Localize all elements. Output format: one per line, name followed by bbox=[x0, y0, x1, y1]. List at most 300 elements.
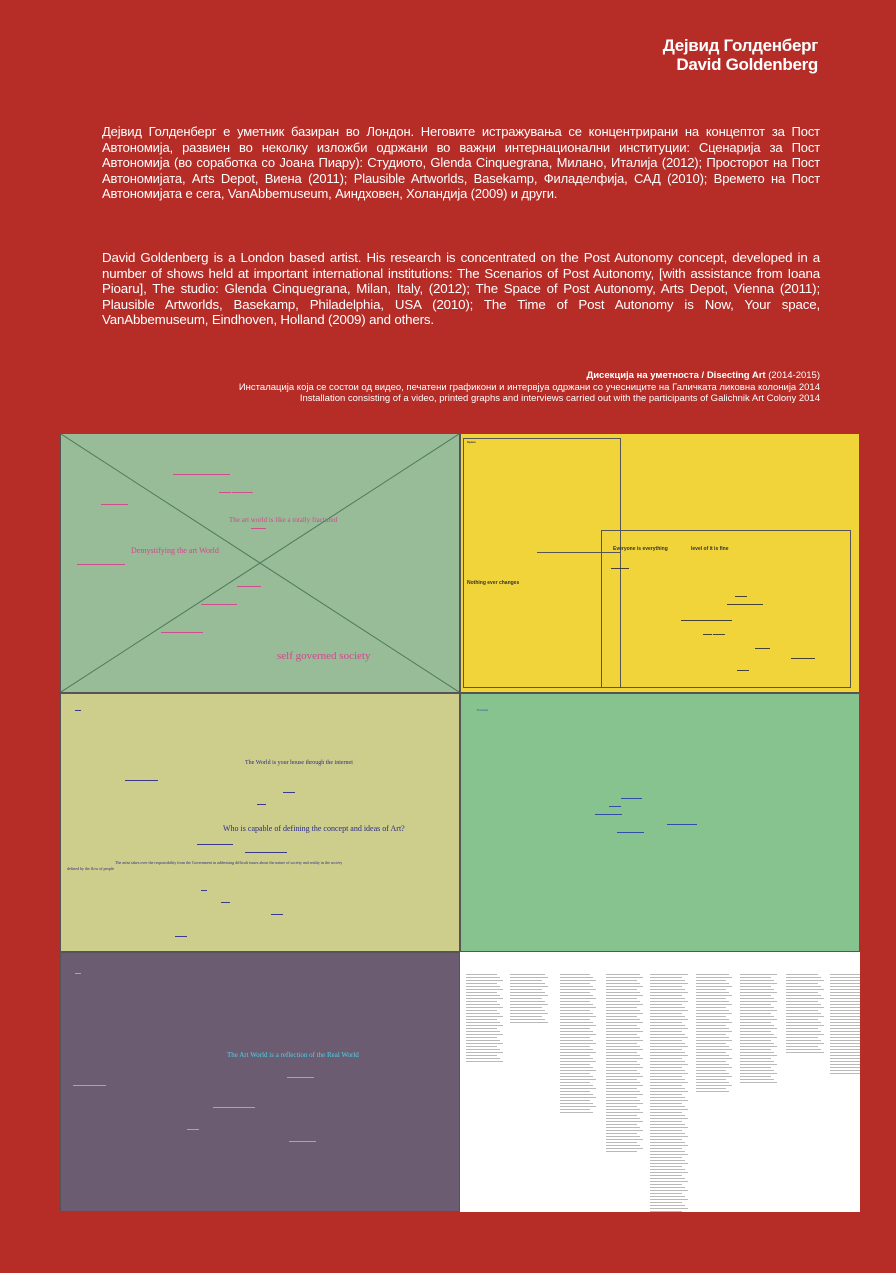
text-line bbox=[606, 1028, 640, 1029]
text-line bbox=[650, 1118, 688, 1119]
text-line bbox=[696, 980, 726, 981]
text-line bbox=[830, 1061, 860, 1062]
text-line bbox=[696, 986, 732, 987]
text-line bbox=[606, 1142, 637, 1143]
text-line bbox=[740, 986, 771, 987]
text-line bbox=[650, 1067, 682, 1068]
text-line bbox=[696, 1025, 726, 1026]
text-line bbox=[786, 1040, 821, 1041]
text-line bbox=[560, 1043, 596, 1044]
text-line bbox=[560, 980, 596, 981]
text-line bbox=[740, 1031, 771, 1032]
text-line bbox=[830, 1052, 860, 1053]
text-line bbox=[466, 1046, 497, 1047]
text-line bbox=[650, 1010, 688, 1011]
text-line bbox=[560, 1103, 593, 1104]
note: ▬▬▬▬ bbox=[283, 790, 295, 794]
text-line bbox=[830, 1037, 860, 1038]
text-line bbox=[560, 1016, 596, 1017]
text-line bbox=[606, 1073, 640, 1074]
artist-name-en: David Goldenberg bbox=[676, 55, 818, 74]
text-line bbox=[466, 998, 503, 999]
text-line bbox=[510, 974, 545, 975]
text-line bbox=[560, 1097, 596, 1098]
text-line bbox=[650, 1028, 688, 1029]
text-line bbox=[740, 1001, 777, 1002]
text-line bbox=[510, 1016, 542, 1017]
text-line bbox=[696, 1052, 726, 1053]
text-line bbox=[740, 1058, 771, 1059]
text-line bbox=[786, 995, 821, 996]
text-line bbox=[696, 1091, 729, 1092]
text-line bbox=[466, 1028, 497, 1029]
text-line bbox=[560, 1025, 596, 1026]
text-line bbox=[650, 1148, 682, 1149]
text-line bbox=[786, 1013, 821, 1014]
text-line bbox=[740, 1064, 777, 1065]
yellow-label: Space bbox=[467, 440, 476, 444]
text-line bbox=[560, 1034, 596, 1035]
note: ▬▬▬▬▬▬▬▬▬ bbox=[287, 1075, 314, 1079]
text-line bbox=[650, 1013, 682, 1014]
text-line bbox=[606, 1091, 640, 1092]
note: ▬▬▬▬ bbox=[187, 1127, 199, 1131]
text-line bbox=[650, 1088, 685, 1089]
text-line bbox=[606, 1133, 637, 1134]
panel-purple-chart bbox=[60, 952, 460, 1212]
panel-olive-chart bbox=[60, 693, 460, 952]
note: ▬▬ bbox=[75, 708, 81, 712]
text-line bbox=[606, 974, 640, 975]
text-line bbox=[830, 1067, 860, 1068]
text-line bbox=[650, 1211, 682, 1212]
note: ▬▬▬▬ bbox=[737, 668, 749, 672]
artist-name-mk: Дејвид Голденберг bbox=[662, 36, 818, 55]
work-years: (2014-2015) bbox=[765, 370, 820, 381]
note: ▬▬▬▬▬▬ bbox=[611, 566, 629, 570]
text-line bbox=[786, 983, 818, 984]
text-line bbox=[510, 989, 542, 990]
text-line bbox=[606, 1097, 637, 1098]
note: ▬▬▬▬▬▬▬▬▬ bbox=[617, 830, 644, 834]
text-line bbox=[696, 992, 729, 993]
text-line bbox=[830, 1040, 860, 1041]
text-line bbox=[830, 1049, 860, 1050]
text-line bbox=[786, 986, 821, 987]
note: ▬▬▬▬▬▬▬▬▬▬▬▬ bbox=[727, 602, 763, 606]
text-line bbox=[740, 983, 777, 984]
text-line bbox=[696, 983, 729, 984]
text-line bbox=[696, 995, 732, 996]
text-line bbox=[786, 1007, 824, 1008]
text-line bbox=[696, 1019, 729, 1020]
note: ▬▬▬▬▬▬▬▬ bbox=[791, 656, 815, 660]
text-line bbox=[740, 1022, 771, 1023]
text-line bbox=[740, 1079, 774, 1080]
text-line bbox=[830, 1013, 860, 1014]
text-line bbox=[560, 1070, 596, 1071]
mint-label: Fractions bbox=[477, 708, 489, 712]
text-line bbox=[560, 974, 590, 975]
note: ▬▬▬▬ bbox=[609, 804, 621, 808]
text-line bbox=[606, 1088, 637, 1089]
text-line bbox=[606, 1085, 643, 1086]
text-line bbox=[696, 1043, 726, 1044]
text-line bbox=[696, 1088, 726, 1089]
text-line bbox=[696, 1067, 732, 1068]
yellow-mid-b: level of it is fine bbox=[691, 546, 729, 552]
text-line bbox=[606, 1046, 640, 1047]
text-line bbox=[830, 995, 860, 996]
text-line bbox=[466, 1001, 497, 1002]
text-line bbox=[466, 1022, 500, 1023]
text-line bbox=[466, 1019, 497, 1020]
text-line bbox=[650, 1190, 688, 1191]
text-line bbox=[466, 1043, 503, 1044]
text-line bbox=[650, 1208, 688, 1209]
text-line bbox=[560, 1085, 593, 1086]
text-line bbox=[560, 1037, 590, 1038]
text-line bbox=[650, 1193, 682, 1194]
text-line bbox=[560, 1046, 590, 1047]
text-line bbox=[606, 1070, 637, 1071]
text-line bbox=[830, 1031, 860, 1032]
connector-line bbox=[537, 552, 621, 553]
text-line bbox=[786, 998, 824, 999]
text-line bbox=[650, 1172, 688, 1173]
text-line bbox=[606, 1016, 637, 1017]
text-line bbox=[740, 1019, 777, 1020]
text-line bbox=[606, 1013, 643, 1014]
note: ▬▬▬▬ bbox=[271, 912, 283, 916]
text-line bbox=[606, 1007, 637, 1008]
text-line bbox=[740, 1061, 774, 1062]
text-line bbox=[696, 1082, 729, 1083]
note: ▬▬▬▬▬▬▬▬▬▬▬▬▬▬ bbox=[161, 630, 203, 634]
text-line bbox=[650, 1124, 685, 1125]
text-line bbox=[696, 1070, 726, 1071]
text-line bbox=[510, 995, 548, 996]
text-line bbox=[560, 1088, 596, 1089]
text-line bbox=[606, 1148, 643, 1149]
text-line bbox=[650, 1046, 688, 1047]
text-line bbox=[650, 1139, 682, 1140]
text-line bbox=[650, 1199, 688, 1200]
text-line bbox=[650, 1019, 688, 1020]
text-line bbox=[560, 989, 596, 990]
text-line bbox=[650, 1109, 688, 1110]
note: ▬▬▬▬▬▬▬ bbox=[621, 796, 642, 800]
text-line bbox=[606, 1121, 643, 1122]
text-line bbox=[650, 1181, 688, 1182]
panel-green-chart bbox=[60, 433, 460, 693]
text-line bbox=[696, 1007, 726, 1008]
text-line bbox=[650, 1094, 682, 1095]
text-line bbox=[740, 974, 777, 975]
text-line bbox=[650, 998, 685, 999]
text-line bbox=[650, 1097, 685, 1098]
text-line bbox=[786, 989, 824, 990]
text-line bbox=[740, 1055, 777, 1056]
text-line bbox=[740, 998, 774, 999]
text-line bbox=[606, 1010, 640, 1011]
text-line bbox=[786, 980, 824, 981]
text-line bbox=[606, 1058, 643, 1059]
note: ▬▬▬▬▬▬▬▬▬▬▬▬▬▬▬▬▬ bbox=[681, 618, 732, 622]
note: ▬▬▬▬▬▬▬▬▬▬▬▬▬▬ bbox=[245, 850, 287, 854]
text-line bbox=[560, 1073, 590, 1074]
text-line bbox=[650, 1184, 682, 1185]
note: ▬▬▬▬ bbox=[735, 594, 747, 598]
text-line bbox=[650, 1052, 685, 1053]
text-line bbox=[560, 983, 590, 984]
text-line bbox=[650, 1166, 682, 1167]
text-line bbox=[510, 1004, 548, 1005]
olive-long-text: The artist takes over the responsibility from the Government in addressing difficult issues about the nature of society and reality in the society bbox=[115, 860, 343, 865]
text-line bbox=[606, 1067, 643, 1068]
text-line bbox=[606, 1115, 637, 1116]
text-line bbox=[560, 1079, 596, 1080]
text-line bbox=[786, 1049, 821, 1050]
text-line bbox=[786, 1025, 824, 1026]
note: ▬▬▬▬▬▬▬▬▬▬▬ bbox=[73, 1083, 106, 1087]
text-line bbox=[696, 1055, 729, 1056]
text-line bbox=[466, 1004, 500, 1005]
text-line bbox=[606, 1118, 640, 1119]
text-line bbox=[650, 983, 688, 984]
text-line bbox=[606, 1109, 640, 1110]
text-line bbox=[560, 1112, 593, 1113]
text-line bbox=[696, 998, 726, 999]
text-line bbox=[696, 974, 729, 975]
text-line bbox=[606, 1037, 640, 1038]
text-line bbox=[560, 1067, 593, 1068]
text-line bbox=[786, 1001, 818, 1002]
text-line bbox=[466, 986, 500, 987]
text-line bbox=[606, 1103, 643, 1104]
text-line bbox=[466, 983, 497, 984]
green-mid-text: The art world is like a totally fractured bbox=[229, 516, 338, 524]
green-left-text: Demystifying the art World bbox=[131, 546, 219, 555]
text-line bbox=[696, 1076, 732, 1077]
text-line bbox=[606, 980, 637, 981]
text-line bbox=[786, 1019, 818, 1020]
note: ▬▬▬▬▬▬▬▬ bbox=[237, 584, 261, 588]
text-line bbox=[830, 1034, 860, 1035]
text-line bbox=[696, 1037, 729, 1038]
text-line bbox=[606, 998, 637, 999]
text-line bbox=[696, 1013, 732, 1014]
text-line bbox=[560, 1109, 590, 1110]
text-line bbox=[510, 998, 542, 999]
panel-document-columns bbox=[460, 952, 860, 1212]
text-line bbox=[466, 974, 497, 975]
note: ▬▬▬▬ ▬▬▬▬▬▬▬ bbox=[219, 490, 253, 494]
text-line bbox=[740, 995, 771, 996]
text-line bbox=[696, 989, 726, 990]
text-line bbox=[740, 1052, 774, 1053]
text-line bbox=[606, 1055, 640, 1056]
text-line bbox=[696, 1004, 732, 1005]
text-line bbox=[650, 1082, 688, 1083]
text-line bbox=[606, 1139, 643, 1140]
text-line bbox=[830, 998, 860, 999]
text-line bbox=[740, 1073, 777, 1074]
text-line bbox=[606, 992, 640, 993]
text-line bbox=[466, 1058, 500, 1059]
text-line bbox=[606, 1076, 643, 1077]
text-line bbox=[560, 1058, 593, 1059]
text-line bbox=[696, 1058, 732, 1059]
text-line bbox=[606, 1082, 640, 1083]
text-line bbox=[650, 1043, 685, 1044]
text-line bbox=[560, 992, 590, 993]
text-line bbox=[650, 1055, 688, 1056]
text-line bbox=[560, 1076, 593, 1077]
text-line bbox=[830, 1028, 860, 1029]
text-line bbox=[650, 974, 688, 975]
box-outline bbox=[601, 530, 851, 688]
text-line bbox=[786, 1022, 821, 1023]
text-line bbox=[650, 1064, 688, 1065]
note: ▬▬▬▬▬▬▬▬▬▬▬▬▬▬▬▬▬▬▬ bbox=[173, 472, 230, 476]
artist-name bbox=[663, 36, 818, 74]
text-line bbox=[606, 983, 640, 984]
text-line bbox=[740, 1067, 771, 1068]
note: ▬▬▬ bbox=[257, 802, 266, 806]
text-line bbox=[466, 995, 500, 996]
text-line bbox=[606, 1025, 637, 1026]
bio-macedonian: Дејвид Голденберг е уметник базиран во Лондон. Неговите истражувања се концентрирани на концептот за Пост Автономија, развиен во неколку изложби одржани во важни интернационални институции: Сценарија за Пост Автономија (во соработка со Јоана Пиару): Студиото, Glenda Cinquegrana, Милано, Италија (2012); Просторот на Пост Автономијата, Arts Depot, Виена (2011); Plausible Artworlds, Basekamp, Филаделфија, САД (2010); Времето на Пост Автономијата е сега, VanAbbemuseum, Аиндховен, Холандија (2009) и други. bbox=[102, 124, 820, 201]
text-line bbox=[740, 1049, 771, 1050]
note: ▬▬▬▬▬▬▬▬▬▬▬ bbox=[125, 778, 158, 782]
text-line bbox=[650, 1157, 682, 1158]
yellow-mid-a: Everyone is everything bbox=[613, 546, 668, 552]
text-line bbox=[650, 1037, 688, 1038]
text-line bbox=[830, 992, 860, 993]
text-line bbox=[786, 1028, 818, 1029]
text-line bbox=[650, 1160, 685, 1161]
work-title: Дисекција на уметноста / Disecting Art bbox=[586, 370, 766, 381]
note: ▬▬▬▬▬ bbox=[251, 526, 266, 530]
note: ▬▬▬▬▬ bbox=[755, 646, 770, 650]
olive-center-text: Who is capable of defining the concept and ideas of Art? bbox=[223, 824, 405, 833]
text-line bbox=[606, 1001, 640, 1002]
text-line bbox=[650, 1022, 682, 1023]
text-line bbox=[740, 1046, 777, 1047]
text-line bbox=[606, 1079, 637, 1080]
text-line bbox=[830, 980, 860, 981]
text-line bbox=[830, 1010, 860, 1011]
text-line bbox=[650, 1142, 685, 1143]
purple-main-text: The Art World is a reflection of the Real World bbox=[227, 1051, 359, 1059]
text-line bbox=[560, 1064, 590, 1065]
text-line bbox=[830, 989, 860, 990]
text-line bbox=[740, 1040, 771, 1041]
text-line bbox=[740, 1013, 771, 1014]
text-line bbox=[650, 1175, 682, 1176]
text-line bbox=[650, 1040, 682, 1041]
text-line bbox=[510, 983, 545, 984]
text-line bbox=[740, 992, 777, 993]
text-line bbox=[510, 1010, 545, 1011]
text-line bbox=[696, 1016, 726, 1017]
text-line bbox=[650, 1127, 688, 1128]
text-line bbox=[466, 992, 497, 993]
text-line bbox=[466, 1037, 497, 1038]
olive-top-text: The World is your house through the internet bbox=[245, 760, 353, 766]
text-line bbox=[650, 1007, 685, 1008]
text-line bbox=[606, 1136, 640, 1137]
text-line bbox=[510, 1007, 542, 1008]
olive-long-text-2: defined by the flow of people bbox=[67, 866, 115, 871]
text-line bbox=[696, 1085, 732, 1086]
text-line bbox=[606, 989, 637, 990]
text-line bbox=[696, 977, 732, 978]
text-line bbox=[560, 1028, 590, 1029]
text-line bbox=[560, 1055, 590, 1056]
note: ▬▬▬ bbox=[221, 900, 230, 904]
text-line bbox=[830, 1070, 860, 1071]
text-line bbox=[466, 1025, 503, 1026]
text-line bbox=[606, 977, 643, 978]
text-line bbox=[606, 1043, 637, 1044]
text-line bbox=[466, 1007, 503, 1008]
text-line bbox=[740, 1043, 774, 1044]
text-line bbox=[606, 1034, 637, 1035]
text-line bbox=[606, 1124, 637, 1125]
text-line bbox=[560, 995, 593, 996]
bio-english: David Goldenberg is a London based artist. His research is concentrated on the Post Autonomy concept, developed in a number of shows held at important international institutions: The Scenarios of Post Autonomy, [with assistance from Ioana Pioaru], The studio: Glenda Cinquegrana, Milan, Italy, (2012); The Space of Post Autonomy, Arts Depot, Vienna (2011); Plausible Artworlds, Basekamp, Philadelphia, USA (2010); The Time of Post Autonomy is Now, Your space, VanAbbemuseum, Eindhoven, Holland (2009) and others. bbox=[102, 250, 820, 327]
text-line bbox=[786, 977, 821, 978]
text-line bbox=[650, 1187, 685, 1188]
text-line bbox=[740, 1028, 777, 1029]
text-line bbox=[560, 998, 596, 999]
text-line bbox=[560, 1013, 593, 1014]
text-line bbox=[786, 1034, 824, 1035]
text-line bbox=[786, 1004, 821, 1005]
text-line bbox=[466, 977, 500, 978]
text-line bbox=[740, 1025, 774, 1026]
text-line bbox=[650, 986, 682, 987]
text-line bbox=[650, 1091, 688, 1092]
text-line bbox=[650, 1202, 682, 1203]
text-line bbox=[606, 1151, 637, 1152]
text-line bbox=[606, 1049, 643, 1050]
note: ▬▬▬▬▬▬▬▬▬▬ bbox=[667, 822, 697, 826]
text-line bbox=[650, 995, 682, 996]
text-line bbox=[786, 1037, 818, 1038]
text-line bbox=[650, 1112, 682, 1113]
text-line bbox=[466, 989, 503, 990]
note: ▬▬ bbox=[201, 888, 207, 892]
text-line bbox=[606, 1004, 643, 1005]
text-line bbox=[740, 989, 774, 990]
text-line bbox=[696, 1001, 729, 1002]
text-line bbox=[830, 974, 860, 975]
text-line bbox=[650, 1103, 682, 1104]
text-line bbox=[740, 1082, 777, 1083]
text-line bbox=[650, 1076, 682, 1077]
text-line bbox=[560, 1091, 590, 1092]
text-line bbox=[560, 1001, 590, 1002]
text-line bbox=[696, 1028, 729, 1029]
text-line bbox=[740, 980, 774, 981]
text-line bbox=[786, 1031, 821, 1032]
text-line bbox=[830, 977, 860, 978]
text-line bbox=[830, 1019, 860, 1020]
text-line bbox=[606, 1061, 637, 1062]
